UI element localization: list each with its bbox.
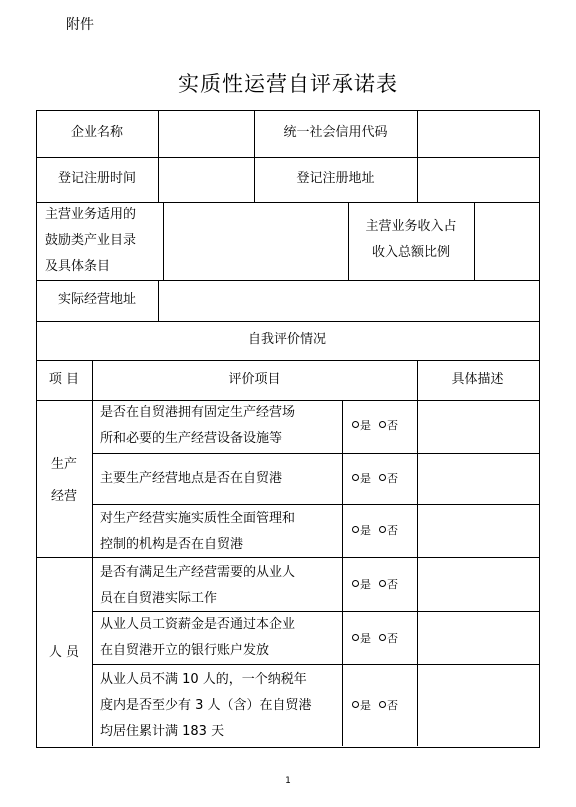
option-yes-label: 是 xyxy=(360,699,371,712)
eval-item-text: 所和必要的生产经营设备设施等 xyxy=(100,431,283,446)
option-no-label: 否 xyxy=(387,578,398,591)
col-divider xyxy=(417,110,418,202)
col-divider xyxy=(342,400,343,746)
radio-yes-icon[interactable] xyxy=(352,634,359,641)
section-self-eval: 自我评价情况 xyxy=(247,332,326,347)
col-divider xyxy=(158,110,159,202)
yes-no-option[interactable] xyxy=(352,524,398,538)
radio-yes-icon[interactable] xyxy=(352,474,359,481)
group-label-personnel: 人 员 xyxy=(48,645,80,660)
col-divider xyxy=(417,360,418,746)
col-divider xyxy=(163,202,164,280)
radio-yes-icon[interactable] xyxy=(352,580,359,587)
col-header-eval: 评价项目 xyxy=(228,372,281,387)
row-divider xyxy=(36,321,539,322)
label-register-address: 登记注册地址 xyxy=(296,171,375,186)
radio-no-icon[interactable] xyxy=(379,474,386,481)
eval-item-text: 是否有满足生产经营需要的从业人 xyxy=(100,565,296,580)
label-actual-address: 实际经营地址 xyxy=(57,292,136,307)
eval-item-text: 对生产经营实施实质性全面管理和 xyxy=(100,511,296,526)
label-register-time: 登记注册时间 xyxy=(57,171,136,186)
col-header-item: 项 目 xyxy=(48,372,80,387)
radio-yes-icon[interactable] xyxy=(352,421,359,428)
yes-no-option[interactable] xyxy=(352,419,398,433)
eval-item-text: 均居住累计满 183 天 xyxy=(100,724,225,739)
eval-item-text: 控制的机构是否在自贸港 xyxy=(100,537,244,552)
option-no-label: 否 xyxy=(387,524,398,537)
option-yes-label: 是 xyxy=(360,472,371,485)
yes-no-option[interactable] xyxy=(352,632,398,646)
group-label-production: 生产 xyxy=(50,457,77,472)
col-divider xyxy=(92,360,93,746)
eval-item-text: 从业人员工资薪金是否通过本企业 xyxy=(100,617,296,632)
row-divider xyxy=(92,664,539,665)
eval-item-text: 员在自贸港实际工作 xyxy=(100,591,218,606)
radio-no-icon[interactable] xyxy=(379,580,386,587)
label-business-catalog-1: 主营业务适用的 xyxy=(45,207,137,222)
annex-label: 附件 xyxy=(66,17,94,33)
label-credit-code: 统一社会信用代码 xyxy=(283,125,388,140)
eval-item-text: 是否在自贸港拥有固定生产经营场 xyxy=(100,405,296,420)
col-divider xyxy=(474,202,475,280)
col-header-desc: 具体描述 xyxy=(451,372,504,387)
label-income-ratio-2: 收入总额比例 xyxy=(371,245,450,260)
eval-item-text: 度内是否至少有 3 人（含）在自贸港 xyxy=(100,698,312,713)
row-divider xyxy=(36,360,539,361)
form-title: 实质性运营自评承诺表 xyxy=(178,72,398,96)
option-no-label: 否 xyxy=(387,699,398,712)
option-yes-label: 是 xyxy=(360,524,371,537)
page-number: 1 xyxy=(285,776,291,786)
radio-yes-icon[interactable] xyxy=(352,701,359,708)
label-income-ratio-1: 主营业务收入占 xyxy=(365,219,457,234)
group-label-production: 经营 xyxy=(50,489,77,504)
yes-no-option[interactable] xyxy=(352,472,398,486)
col-divider xyxy=(158,280,159,321)
option-no-label: 否 xyxy=(387,472,398,485)
radio-no-icon[interactable] xyxy=(379,701,386,708)
label-business-catalog-3: 及具体条目 xyxy=(45,259,111,274)
option-no-label: 否 xyxy=(387,632,398,645)
option-yes-label: 是 xyxy=(360,578,371,591)
radio-no-icon[interactable] xyxy=(379,526,386,533)
row-divider xyxy=(36,280,539,281)
radio-no-icon[interactable] xyxy=(379,421,386,428)
eval-item-text: 主要生产经营地点是否在自贸港 xyxy=(100,471,283,486)
option-no-label: 否 xyxy=(387,419,398,432)
option-yes-label: 是 xyxy=(360,419,371,432)
eval-item-text: 在自贸港开立的银行账户发放 xyxy=(100,643,270,658)
row-divider xyxy=(92,504,539,505)
radio-yes-icon[interactable] xyxy=(352,526,359,533)
row-divider xyxy=(92,453,539,454)
yes-no-option[interactable] xyxy=(352,699,398,713)
option-yes-label: 是 xyxy=(360,632,371,645)
row-divider xyxy=(36,157,539,158)
yes-no-option[interactable] xyxy=(352,578,398,592)
radio-no-icon[interactable] xyxy=(379,634,386,641)
label-business-catalog-2: 鼓励类产业目录 xyxy=(45,233,137,248)
label-company-name: 企业名称 xyxy=(70,125,123,140)
eval-item-text: 从业人员不满 10 人的，一个纳税年 xyxy=(100,672,307,687)
